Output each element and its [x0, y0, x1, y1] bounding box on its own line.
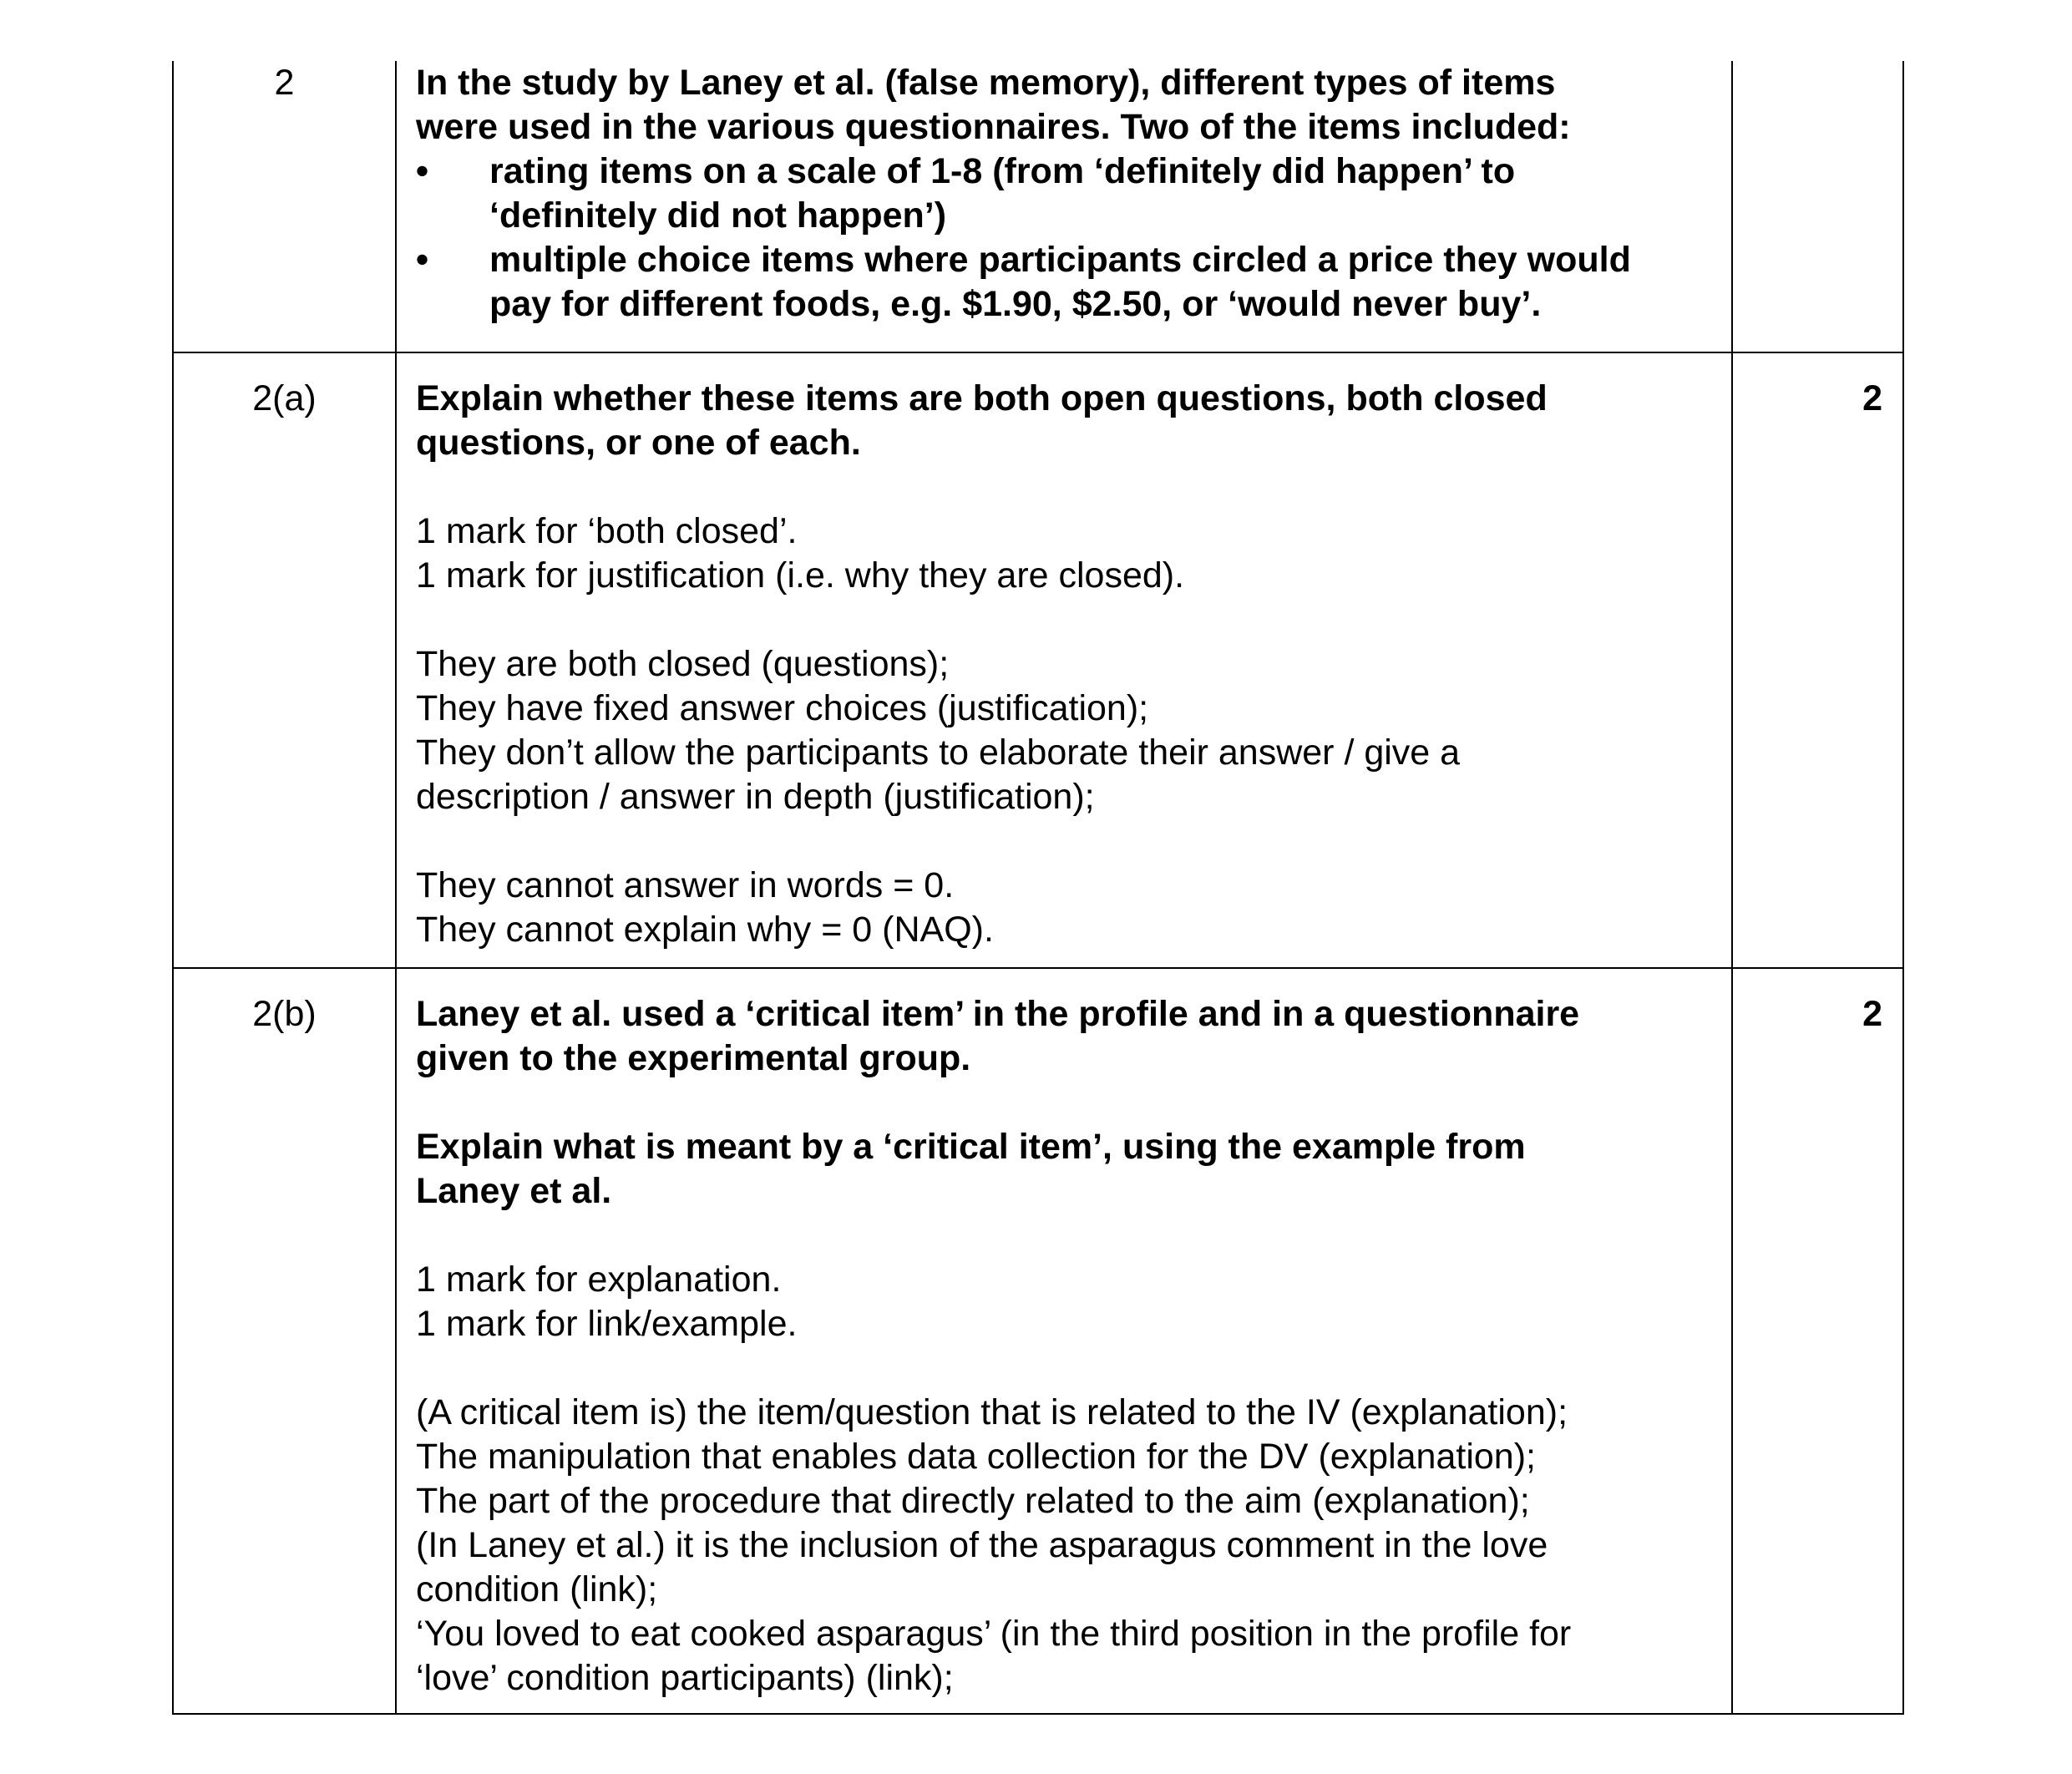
guidance-line: 1 mark for ‘both closed’.	[416, 511, 798, 551]
answer-line: description / answer in depth (justification);	[416, 777, 1095, 817]
answer-line: ‘love’ condition participants) (link);	[416, 1658, 954, 1698]
answer-line: (A critical item is) the item/question that is related to the IV (explanation);	[416, 1392, 1568, 1432]
question-line: Explain whether these items are both open questions, both closed	[416, 378, 1548, 418]
answer-line: The manipulation that enables data collection for the DV (explanation);	[416, 1437, 1536, 1477]
question-number: 2(b)	[252, 994, 317, 1034]
question-2b-content	[416, 992, 1719, 1701]
answer-line: They don’t allow the participants to elaborate their answer / give a	[416, 732, 1461, 773]
bullet-item	[416, 150, 1719, 238]
question-line: questions, or one of each.	[416, 423, 861, 463]
bullet-line: pay for different foods, e.g. $1.90, $2.50, or ‘would never buy’.	[489, 284, 1542, 324]
answer-line: The part of the procedure that directly related to the aim (explanation);	[416, 1481, 1530, 1521]
reject-line: They cannot explain why = 0 (NAQ).	[416, 910, 994, 950]
guidance-line: 1 mark for explanation.	[416, 1260, 782, 1300]
question-line: Explain what is meant by a ‘critical item’, using the example from	[416, 1127, 1526, 1167]
bullet-line: rating items on a scale of 1-8 (from ‘definitely did happen’ to	[489, 151, 1516, 191]
answer-line: They have fixed answer choices (justification);	[416, 688, 1149, 728]
row-divider	[174, 352, 1902, 353]
bullet-line: ‘definitely did not happen’)	[489, 195, 947, 236]
guidance-line: 1 mark for link/example.	[416, 1304, 798, 1344]
bullet-icon: •	[416, 151, 429, 191]
mark-value: 2	[1862, 378, 1882, 418]
mark-scheme-table	[172, 61, 1904, 1715]
question-2a-content	[416, 377, 1719, 952]
question-line: given to the experimental group.	[416, 1038, 971, 1078]
question-number: 2	[274, 63, 295, 103]
reject-line: They cannot answer in words = 0.	[416, 865, 955, 905]
bullet-line: multiple choice items where participants circled a price they would	[489, 240, 1631, 280]
guidance-line: 1 mark for justification (i.e. why they are closed).	[416, 555, 1185, 596]
column-divider	[395, 61, 397, 1713]
question-stem	[416, 61, 1719, 327]
mark-value: 2	[1862, 994, 1882, 1034]
row-divider	[174, 967, 1902, 969]
answer-line: (In Laney et al.) it is the inclusion of the asparagus comment in the love	[416, 1525, 1548, 1565]
question-number: 2(a)	[252, 378, 317, 418]
bullet-item	[416, 238, 1719, 327]
answer-line: ‘You loved to eat cooked asparagus’ (in the third position in the profile for	[416, 1614, 1572, 1654]
answer-line: condition (link);	[416, 1569, 658, 1609]
answer-line: They are both closed (questions);	[416, 644, 950, 684]
question-line: Laney et al. used a ‘critical item’ in the profile and in a questionnaire	[416, 994, 1580, 1034]
bullet-icon: •	[416, 240, 429, 280]
question-line: Laney et al.	[416, 1171, 612, 1211]
stem-line: were used in the various questionnaires. Two of the items included:	[416, 107, 1571, 147]
stem-line: In the study by Laney et al. (false memory), different types of items	[416, 63, 1556, 103]
column-divider	[1731, 61, 1733, 1713]
